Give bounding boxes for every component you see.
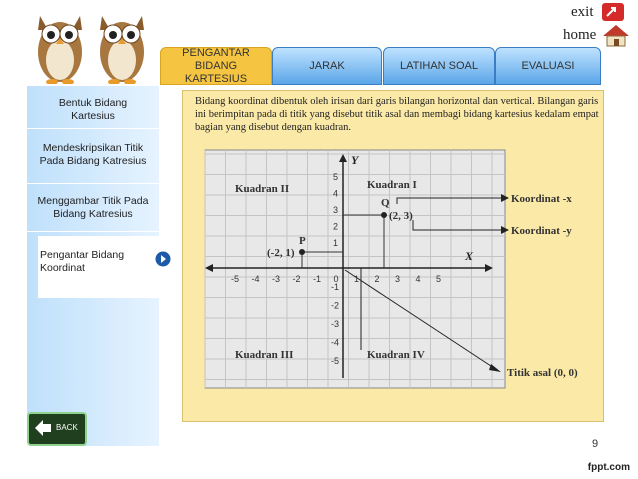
x-tick-label: -3 (272, 274, 281, 284)
x-tick-label: 4 (415, 274, 421, 284)
owl-mascot-right-icon (96, 8, 148, 84)
arrow-left-icon (33, 418, 53, 438)
y-tick-label: 3 (333, 205, 339, 215)
chevron-right-icon[interactable] (155, 251, 171, 267)
sidebar-item-label: Bentuk Bidang (58, 97, 128, 109)
tab-latihan-soal[interactable] (383, 47, 495, 85)
y-tick-label: 2 (333, 221, 339, 232)
origin-label: Titik asal (0, 0) (507, 367, 578, 379)
sidebar-item-bentuk-bidang[interactable] (27, 97, 159, 123)
sidebar-item-label: Pada Bidang Katresius (39, 155, 147, 167)
y-tick-label: 1 (333, 238, 339, 248)
sidebar-divider (27, 128, 159, 129)
owl-mascot-left-icon (34, 8, 86, 84)
coord-y-label: Koordinat -y (511, 225, 572, 237)
y-tick-label: -1 (331, 282, 340, 292)
home-icon[interactable] (601, 23, 631, 47)
sidebar-item-label: Koordinat (40, 262, 85, 274)
x-tick-label: 5 (436, 274, 442, 284)
y-tick-label: -4 (331, 337, 340, 348)
point-p-name: P (299, 235, 306, 247)
brand-watermark: fppt.com (587, 462, 630, 473)
y-tick-label: -2 (331, 300, 340, 311)
point-q (381, 212, 387, 218)
x-tick-label: -4 (251, 274, 260, 284)
sidebar-divider (27, 183, 159, 184)
coord-x-label: Koordinat -x (511, 193, 572, 205)
tab-label: LATIHAN SOAL (399, 59, 479, 72)
x-tick-label: 2 (374, 274, 380, 284)
tab-jarak[interactable] (272, 47, 382, 85)
y-tick-label: 5 (333, 172, 339, 182)
back-button-label: BACK (56, 423, 78, 432)
sidebar-item-label: Bidang Katresius (53, 208, 133, 220)
exit-link[interactable]: exit (571, 4, 594, 20)
quadrant-4-label: Kuadran IV (367, 349, 425, 361)
exit-icon[interactable] (601, 2, 625, 22)
y-tick-label: -3 (331, 319, 340, 329)
home-link[interactable]: home (563, 27, 597, 43)
tab-evaluasi[interactable] (495, 47, 601, 85)
point-p (299, 249, 305, 255)
sidebar-item-pengantar-bidang-koordinat[interactable] (40, 249, 150, 275)
y-axis-label: Y (351, 153, 359, 167)
x-tick-label: -5 (231, 274, 240, 284)
sidebar-item-label: Menggambar Titik Pada (37, 195, 149, 207)
sidebar-item-mendeskripsikan-titik[interactable] (27, 142, 159, 168)
tab-label-line1: PENGANTAR BIDANG (182, 46, 250, 72)
page-number: 9 (592, 438, 599, 450)
x-tick-label: 3 (395, 274, 401, 284)
tab-label: EVALUASI (521, 59, 575, 72)
sidebar-item-menggambar-titik[interactable] (27, 195, 159, 221)
point-p-label: (-2, 1) (267, 247, 295, 259)
cartesian-graph (185, 140, 600, 418)
quadrant-2-label: Kuadran II (235, 183, 290, 195)
tab-label: JARAK (309, 59, 345, 72)
sidebar-item-label: Kartesius (71, 110, 115, 122)
y-tick-label: -5 (331, 356, 340, 366)
point-q-name: Q (381, 197, 390, 209)
point-q-label: (2, 3) (389, 210, 413, 222)
quadrant-3-label: Kuadran III (235, 349, 294, 361)
sidebar-item-label: Pengantar Bidang (40, 249, 125, 261)
back-button[interactable] (27, 412, 87, 446)
x-tick-label: -1 (313, 274, 322, 284)
sidebar-item-label: Mendeskripsikan Titik (42, 142, 144, 154)
tab-label-line2: KARTESIUS (184, 72, 248, 85)
tab-pengantar-bidang-kartesius[interactable] (160, 47, 272, 85)
x-tick-label: -2 (292, 274, 301, 284)
x-axis-label: X (465, 249, 474, 263)
y-tick-label: 4 (333, 188, 339, 199)
x-tick-label: 1 (354, 274, 360, 284)
intro-paragraph: Bidang koordinat dibentuk oleh irisan dari garis bilangan horizontal dan vertical. Bilangan garis ini berimpitan pada di titik yang disebut titik asal dan membagi bidang kartesius kedalam empat bagian yang disebut dengan kuadran. (195, 96, 599, 133)
x-tick-label: 0 (333, 274, 339, 284)
quadrant-1-label: Kuadran I (367, 179, 417, 191)
sidebar-divider (27, 231, 159, 232)
